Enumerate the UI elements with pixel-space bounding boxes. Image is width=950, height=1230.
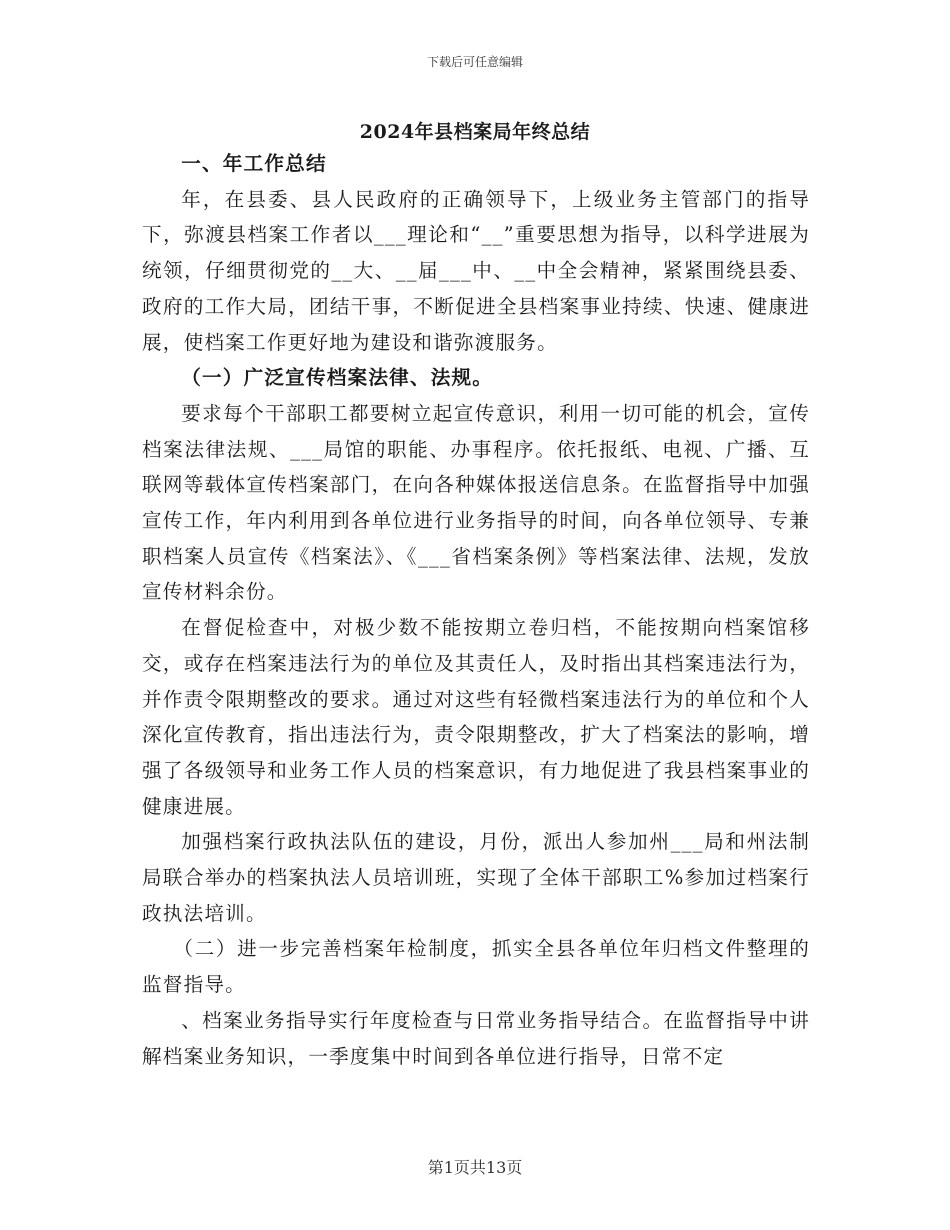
header-note: 下载后可任意编辑: [426, 55, 523, 69]
paragraph: 、档案业务指导实行年度检查与日常业务指导结合。在监督指导中讲解档案业务知识，一季度集中时间到各单位进行指导，日常不定: [142, 1008, 810, 1068]
page-number: 第1页共13页: [427, 1158, 523, 1177]
paragraph: 加强档案行政执法队伍的建设，月份，派出人参加州___局和州法制局联合举办的档案执法人员培训班，实现了全体干部职工%参加过档案行政执法培训。: [142, 830, 810, 925]
paragraph: 在督促检查中，对极少数不能按期立卷归档，不能按期向档案馆移交，或存在档案违法行为的单位及其责任人，及时指出其档案违法行为，并作责令限期整改的要求。通过对这些有轻微档案违法行为的单位和个人深化宣传教育，指出违法行为，责令限期整改，扩大了档案法的影响，增强了各级领导和业务工作人员的档案意识，有力地促进了我县档案事业的健康进展。: [142, 616, 810, 818]
paragraph: 要求每个干部职工都要树立起宣传意识，利用一切可能的机会，宣传档案法律法规、___局馆的职能、办事程序。依托报纸、电视、广播、互联网等载体宣传档案部门，在向各种媒体报送信息条。在监督指导中加强宣传工作，年内利用到各单位进行业务指导的时间，向各单位领导、专兼职档案人员宣传《档案法》、《___省档案条例》等档案法律、法规，发放宣传材料余份。: [142, 401, 810, 604]
paragraph: 年，在县委、县人民政府的正确领导下，上级业务主管部门的指导下，弥渡县档案工作者以___理论和“__”重要思想为指导，以科学进展为统领，仔细贯彻党的__大、__届___中、__中全会精神，紧紧围绕县委、政府的工作大局，团结干事，不断促进全县档案事业持续、快速、健康进展，使档案工作更好地为建设和谐弥渡服务。: [142, 187, 810, 354]
subsection-heading: （一）广泛宣传档案法律、法规。: [181, 366, 494, 390]
subsection-heading: （二）进一步完善档案年检制度，抓实全县各单位年归档文件整理的监督指导。: [142, 937, 810, 997]
section-heading: 一、年工作总结: [181, 152, 327, 175]
document-body: [142, 146, 810, 1074]
document-title: 2024年县档案局年终总结: [359, 121, 591, 143]
